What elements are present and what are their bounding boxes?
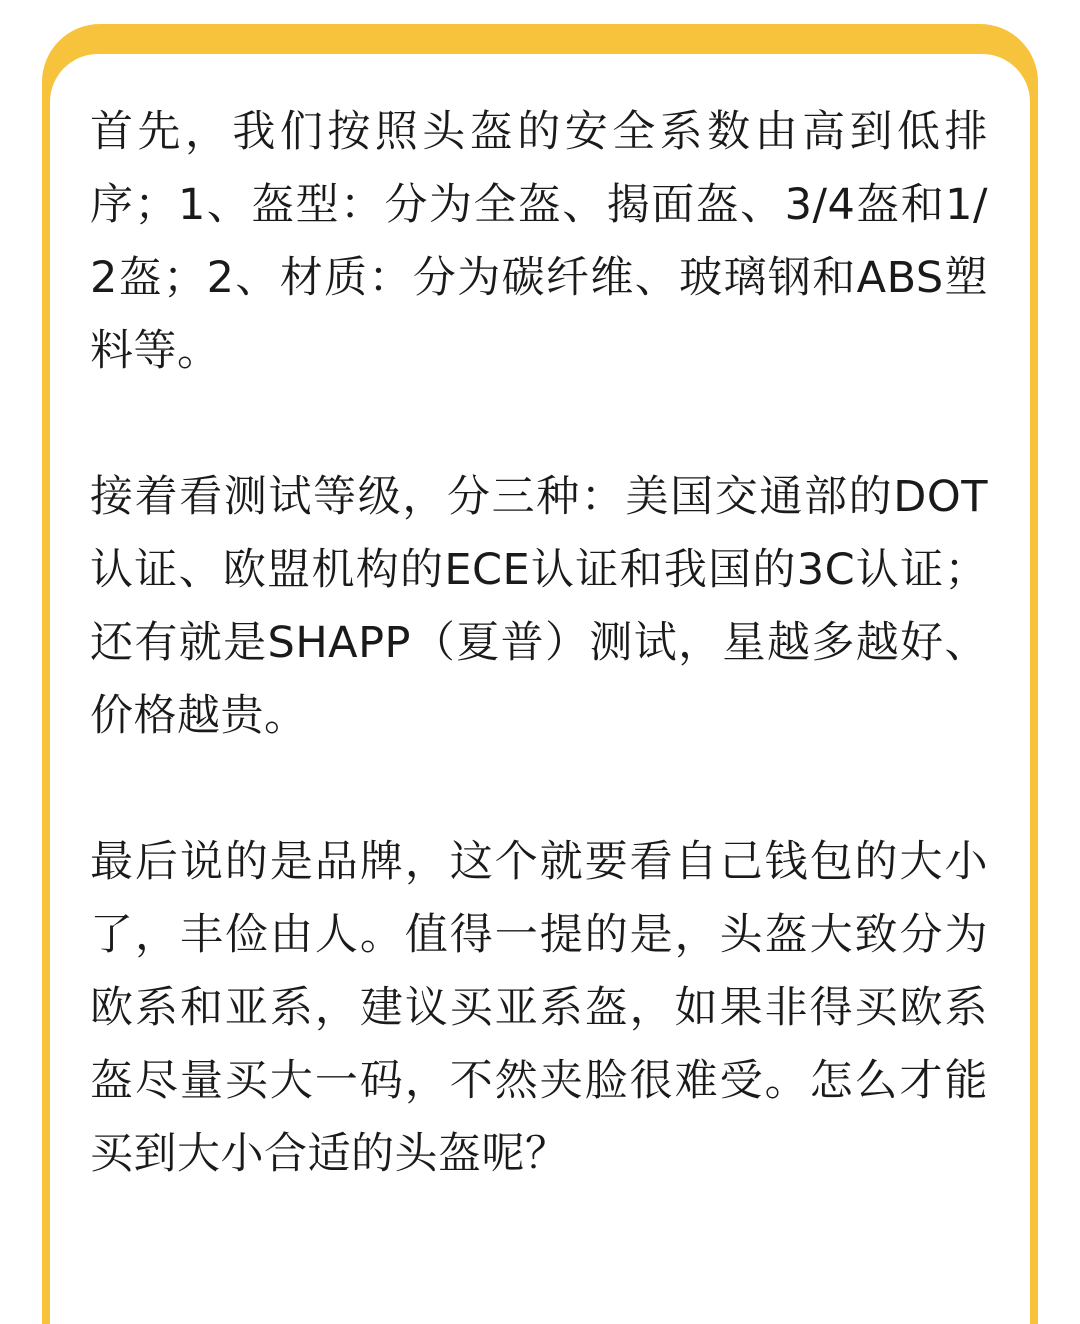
paragraph-helmet-types: 首先，我们按照头盔的安全系数由高到低排序；1、盔型：分为全盔、揭面盔、3/4盔和1/2盔；2、材质：分为碳纤维、玻璃钢和ABS塑料等。 — [90, 107, 988, 376]
article-body — [90, 96, 988, 1191]
paragraph-brand-and-sizing: 最后说的是品牌，这个就要看自己钱包的大小了，丰俭由人。值得一提的是，头盔大致分为欧系和亚系，建议买亚系盔，如果非得买欧系盔尽量买大一码，不然夹脸很难受。怎么才能买到大小合适的头盔呢？ — [90, 837, 988, 1179]
paragraph-test-certifications: 接着看测试等级，分三种：美国交通部的DOT 认证、欧盟机构的ECE认证和我国的3C认证；还有就是SHAPP（夏普）测试，星越多越好、价格越贵。 — [90, 472, 988, 741]
